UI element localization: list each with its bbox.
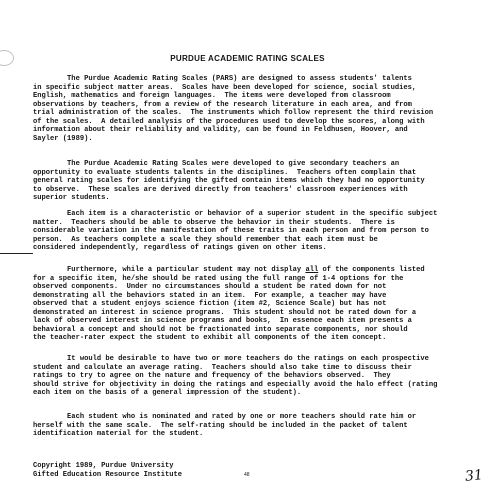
text-line: Each item is a characteristic or behavior of a superior student in the specific subject — [33, 210, 438, 218]
text-line: trial administration of the scales. The instruments which follow represent the third revision — [33, 109, 434, 117]
text-line: considerable variation in the manifestation of these traits in each person and from person to — [33, 227, 429, 235]
text-line: ratings to try to agree on the nature and frequency of the behaviors observed. They — [33, 372, 391, 380]
text-line: the teacher-rater expect the student to exhibit all components of the item concept. — [33, 334, 387, 342]
text-line: of the scales. A detailed analysis of the procedures used to develop the scores, along with — [33, 117, 425, 126]
paragraph-components — [33, 266, 465, 343]
text-line: demonstrating all the behaviors stated in an item. For example, a teacher may have — [33, 291, 387, 300]
paragraph-self-rating — [33, 413, 465, 439]
text-line: identification material for the student. — [33, 430, 204, 438]
margin-dash-mark — [0, 253, 33, 254]
emphasis-all: all — [305, 266, 319, 274]
text-line: The Purdue Academic Rating Scales (PARS) are designed to assess students' talents — [33, 75, 412, 83]
page-number: 48 — [244, 472, 250, 478]
handwritten-page-number: 31 — [464, 467, 484, 485]
text-line: to observe. These scales are derived directly from teachers' classroom experiences with — [33, 185, 408, 194]
paragraph-purpose — [33, 160, 465, 203]
text-line: observed components. Under no circumstances should a student be rated down for not — [33, 283, 387, 291]
paragraph-items — [33, 210, 465, 253]
text-line: herself with the same scale. The self-rating should be included in the packet of talent — [33, 421, 408, 430]
document-title: PURDUE ACADEMIC RATING SCALES — [170, 54, 325, 63]
text-line: for a specific item, he/she should be rated using the full range of 1-4 options for the — [33, 274, 404, 283]
text-line: demonstrated an interest in science programs. This student should not be rated down for a — [33, 308, 417, 317]
text-line: behavioral a concept and should not be fractionated into separate components, nor should — [33, 325, 408, 334]
text-line: information about their reliability and validity, can be found in Feldhusen, Hoover, and — [33, 126, 408, 134]
text-line: superior students. — [33, 194, 110, 202]
text-line: lack of observed interest in science programs and books, In essence each item presents a — [33, 317, 412, 325]
text-line: in specific subject matter areas. Scales have been developed for science, social studies, — [33, 83, 417, 92]
text-line: considered independently, regardless of ratings given on other items. — [33, 244, 327, 252]
text-line: Furthermore, while a particular student may not display all of the components listed — [33, 266, 425, 274]
copyright-footer — [33, 462, 182, 479]
text-line: English, mathematics and foreign languages. The items were developed from classroom — [33, 92, 391, 100]
text-line: student and calculate an average rating. Teachers should also take time to discuss their — [33, 363, 412, 372]
text-line: Sayler (1989). — [33, 134, 93, 143]
text-line: each item on the basis of a general impression of the student). — [33, 389, 302, 397]
text-line: general rating scales for identifying the gifted contain items which they had no opportunity — [33, 177, 425, 185]
text-line: observations by teachers, from a review of the research literature in each area, and from — [33, 100, 412, 109]
paragraph-intro — [33, 75, 465, 143]
text-line: should strive for objectivity in doing the ratings and especially avoid the halo effect (rating — [33, 380, 438, 389]
text-line: The Purdue Academic Rating Scales were developed to give secondary teachers an — [33, 160, 400, 168]
text-line: person. As teachers complete a scale they should remember that each item must be — [33, 235, 378, 244]
copyright-line: Copyright 1989, Purdue University — [33, 462, 174, 470]
institute-line: Gifted Education Resource Institute — [33, 470, 182, 479]
text-line: matter. Teachers should be able to observe the behavior in their students. There is — [33, 218, 395, 227]
text-line: Each student who is nominated and rated by one or more teachers should rate him or — [33, 413, 417, 421]
text-line: opportunity to evaluate students talents in the disciplines. Teachers often complain that — [33, 168, 417, 177]
paragraph-multiple-raters — [33, 355, 465, 398]
text-line: observed that a student enjoys science fiction (item #2, Science Scale) but has not — [33, 300, 387, 308]
text-line: It would be desirable to have two or more teachers do the ratings on each prospective — [33, 355, 429, 363]
